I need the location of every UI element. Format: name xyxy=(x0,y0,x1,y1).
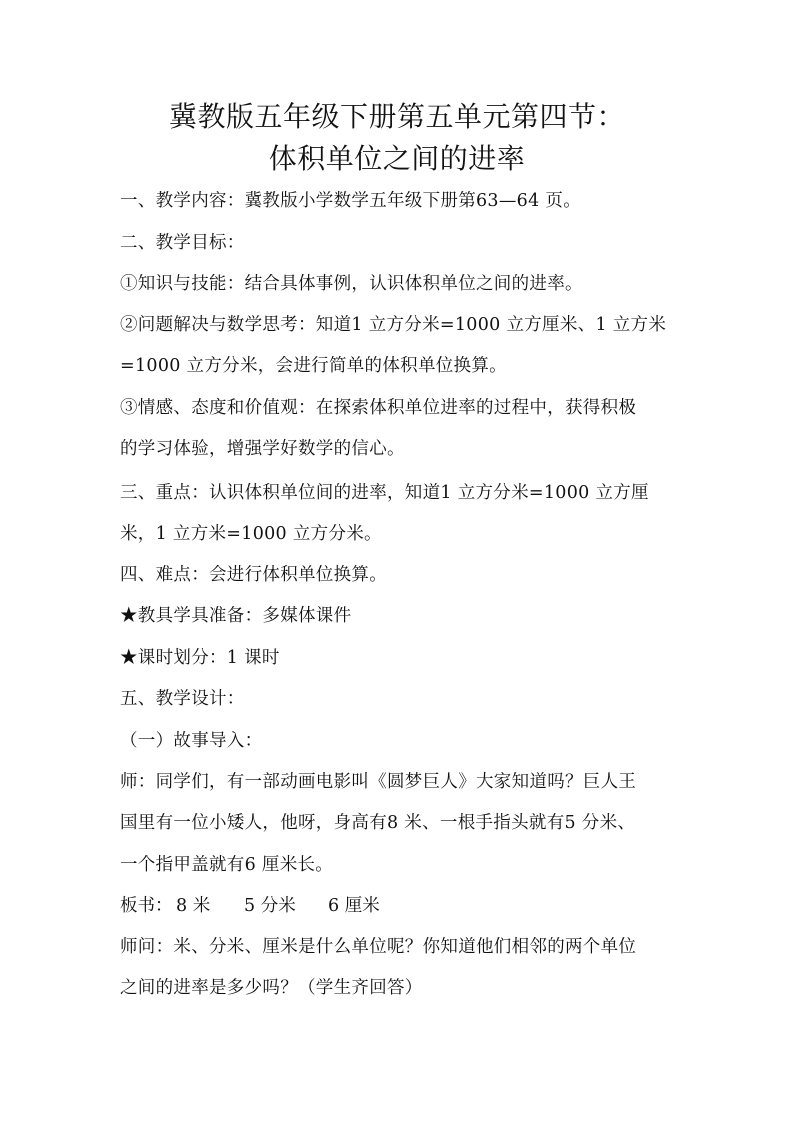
goal-problem-solving-line2: =1000 立方分米，会进行简单的体积单位换算。 xyxy=(120,356,507,376)
goals-heading: 二、教学目标： xyxy=(120,233,245,253)
teacher-question-line1: 师问：米、分米、厘米是什么单位呢？你知道他们相邻的两个单位 xyxy=(120,937,637,957)
goal-attitude-line1: ③情感、态度和价值观：在探索体积单位进率的过程中，获得积极 xyxy=(120,398,637,418)
board-label: 板书： xyxy=(120,896,173,916)
key-point-line2: 米，1 立方米=1000 立方分米。 xyxy=(120,524,382,544)
teacher-speech-line2: 国里有一位小矮人，他呀，身高有8 米、一根手指头就有5 分米、 xyxy=(120,813,636,833)
board-notes xyxy=(120,894,680,918)
document-title-line2: 体积单位之间的进率 xyxy=(268,142,526,175)
teaching-content: 一、教学内容：冀教版小学数学五年级下册第63—64 页。 xyxy=(120,191,581,211)
key-point-line1: 三、重点：认识体积单位间的进率，知道1 立方分米=1000 立方厘 xyxy=(120,483,649,503)
teacher-question-line2: 之间的进率是多少吗？（学生齐回答） xyxy=(120,978,423,998)
board-item-centimeter: 6 厘米 xyxy=(328,896,380,916)
goal-attitude-line2: 的学习体验，增强学好数学的信心。 xyxy=(120,439,405,459)
goal-knowledge: ①知识与技能：结合具体事例，认识体积单位之间的进率。 xyxy=(120,274,583,294)
teacher-speech-line1: 师：同学们，有一部动画电影叫《圆梦巨人》大家知道吗？巨人王 xyxy=(120,772,637,792)
board-item-decimeter: 5 分米 xyxy=(244,896,296,916)
goal-problem-solving-line1: ②问题解决与数学思考：知道1 立方分米=1000 立方厘米、1 立方米 xyxy=(120,315,667,335)
lesson-time: ★课时划分：1 课时 xyxy=(120,648,280,668)
section-heading: （一）故事导入： xyxy=(120,731,263,751)
materials: ★教具学具准备：多媒体课件 xyxy=(120,606,352,626)
teacher-speech-line3: 一个指甲盖就有6 厘米长。 xyxy=(120,855,334,875)
board-item-meter: 8 米 xyxy=(176,896,211,916)
design-heading: 五、教学设计： xyxy=(120,689,245,709)
document-title-line1: 冀教版五年级下册第五单元第四节： xyxy=(168,100,625,133)
difficulty: 四、难点：会进行体积单位换算。 xyxy=(120,565,387,585)
